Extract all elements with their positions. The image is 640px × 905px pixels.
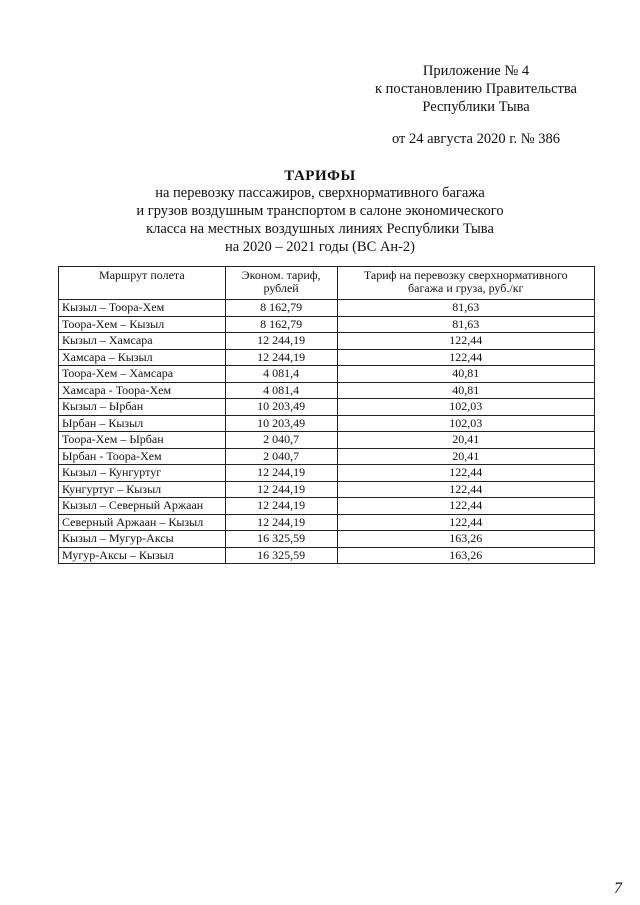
header-cargo-fare — [337, 267, 595, 300]
route-cell: Кызыл – Тоора-Хем — [59, 300, 226, 317]
econ-fare-cell: 10 203,49 — [225, 415, 337, 432]
subtitle-line-4: на 2020 – 2021 годы (ВС Ан-2) — [224, 239, 416, 255]
table-row — [59, 349, 595, 366]
cargo-fare-cell: 122,44 — [337, 333, 595, 350]
cargo-fare-cell: 20,41 — [337, 448, 595, 465]
table-row — [59, 465, 595, 482]
table-body — [59, 300, 595, 564]
route-cell: Кызыл – Кунгуртуг — [59, 465, 226, 482]
econ-fare-cell: 2 040,7 — [225, 448, 337, 465]
econ-fare-cell: 12 244,19 — [225, 465, 337, 482]
cargo-fare-cell: 81,63 — [337, 316, 595, 333]
page-number-mark: 7 — [614, 880, 622, 897]
appendix-date: от 24 августа 2020 г. № 386 — [391, 131, 561, 147]
subtitle-line-3: класса на местных воздушных линиях Республики Тыва — [146, 221, 494, 237]
cargo-fare-cell: 122,44 — [337, 498, 595, 515]
cargo-fare-cell: 20,41 — [337, 432, 595, 449]
route-cell: Хамсара - Тоора-Хем — [59, 382, 226, 399]
econ-fare-cell: 8 162,79 — [225, 316, 337, 333]
cargo-fare-cell: 102,03 — [337, 399, 595, 416]
table-row — [59, 300, 595, 317]
header-route: Маршрут полета — [59, 267, 226, 300]
subtitle-line-1: на перевозку пассажиров, сверхнормативного багажа — [155, 185, 485, 201]
econ-fare-cell: 2 040,7 — [225, 432, 337, 449]
route-cell: Тоора-Хем – Хамсара — [59, 366, 226, 383]
header-cargo-line-1: Тариф на перевозку сверхнормативного — [363, 268, 568, 282]
header-cargo-line-2: багажа и груза, руб./кг — [408, 281, 524, 295]
header-econ-line-1: Эконом. тариф, — [241, 268, 321, 282]
document-title: ТАРИФЫ — [284, 168, 356, 184]
route-cell: Кызыл – Северный Аржаан — [59, 498, 226, 515]
table-row — [59, 514, 595, 531]
cargo-fare-cell: 122,44 — [337, 349, 595, 366]
table-row — [59, 547, 595, 564]
table-row — [59, 498, 595, 515]
route-cell: Мугур-Аксы – Кызыл — [59, 547, 226, 564]
econ-fare-cell: 4 081,4 — [225, 382, 337, 399]
table-row — [59, 366, 595, 383]
route-cell: Хамсара – Кызыл — [59, 349, 226, 366]
econ-fare-cell: 10 203,49 — [225, 399, 337, 416]
cargo-fare-cell: 40,81 — [337, 366, 595, 383]
cargo-fare-cell: 81,63 — [337, 300, 595, 317]
table-row — [59, 432, 595, 449]
cargo-fare-cell: 163,26 — [337, 531, 595, 548]
route-cell: Ырбан - Тоора-Хем — [59, 448, 226, 465]
subtitle-line-2: и грузов воздушным транспортом в салоне экономического — [136, 203, 504, 219]
table-row — [59, 531, 595, 548]
appendix-block — [360, 62, 592, 148]
table-row — [59, 333, 595, 350]
econ-fare-cell: 12 244,19 — [225, 333, 337, 350]
tariff-table — [58, 266, 595, 564]
header-econ-fare — [225, 267, 337, 300]
econ-fare-cell: 12 244,19 — [225, 349, 337, 366]
table-row — [59, 415, 595, 432]
appendix-label: Приложение № 4 — [422, 63, 530, 79]
econ-fare-cell: 8 162,79 — [225, 300, 337, 317]
table-row — [59, 448, 595, 465]
cargo-fare-cell: 102,03 — [337, 415, 595, 432]
route-cell: Ырбан – Кызыл — [59, 415, 226, 432]
econ-fare-cell: 12 244,19 — [225, 481, 337, 498]
appendix-decree: к постановлению Правительства — [375, 81, 577, 97]
econ-fare-cell: 12 244,19 — [225, 514, 337, 531]
cargo-fare-cell: 40,81 — [337, 382, 595, 399]
cargo-fare-cell: 163,26 — [337, 547, 595, 564]
table-row — [59, 316, 595, 333]
route-cell: Кунгуртуг – Кызыл — [59, 481, 226, 498]
cargo-fare-cell: 122,44 — [337, 465, 595, 482]
econ-fare-cell: 16 325,59 — [225, 547, 337, 564]
cargo-fare-cell: 122,44 — [337, 481, 595, 498]
econ-fare-cell: 4 081,4 — [225, 366, 337, 383]
table-row — [59, 382, 595, 399]
table-header-row — [59, 267, 595, 300]
route-cell: Тоора-Хем – Ырбан — [59, 432, 226, 449]
table-row — [59, 481, 595, 498]
econ-fare-cell: 12 244,19 — [225, 498, 337, 515]
route-cell: Кызыл – Мугур-Аксы — [59, 531, 226, 548]
econ-fare-cell: 16 325,59 — [225, 531, 337, 548]
cargo-fare-cell: 122,44 — [337, 514, 595, 531]
document-subtitle — [90, 184, 550, 256]
route-cell: Кызыл – Хамсара — [59, 333, 226, 350]
route-cell: Тоора-Хем – Кызыл — [59, 316, 226, 333]
route-cell: Северный Аржаан – Кызыл — [59, 514, 226, 531]
header-econ-line-2: рублей — [263, 281, 299, 295]
appendix-republic: Республики Тыва — [422, 99, 530, 115]
table-row — [59, 399, 595, 416]
route-cell: Кызыл – Ырбан — [59, 399, 226, 416]
